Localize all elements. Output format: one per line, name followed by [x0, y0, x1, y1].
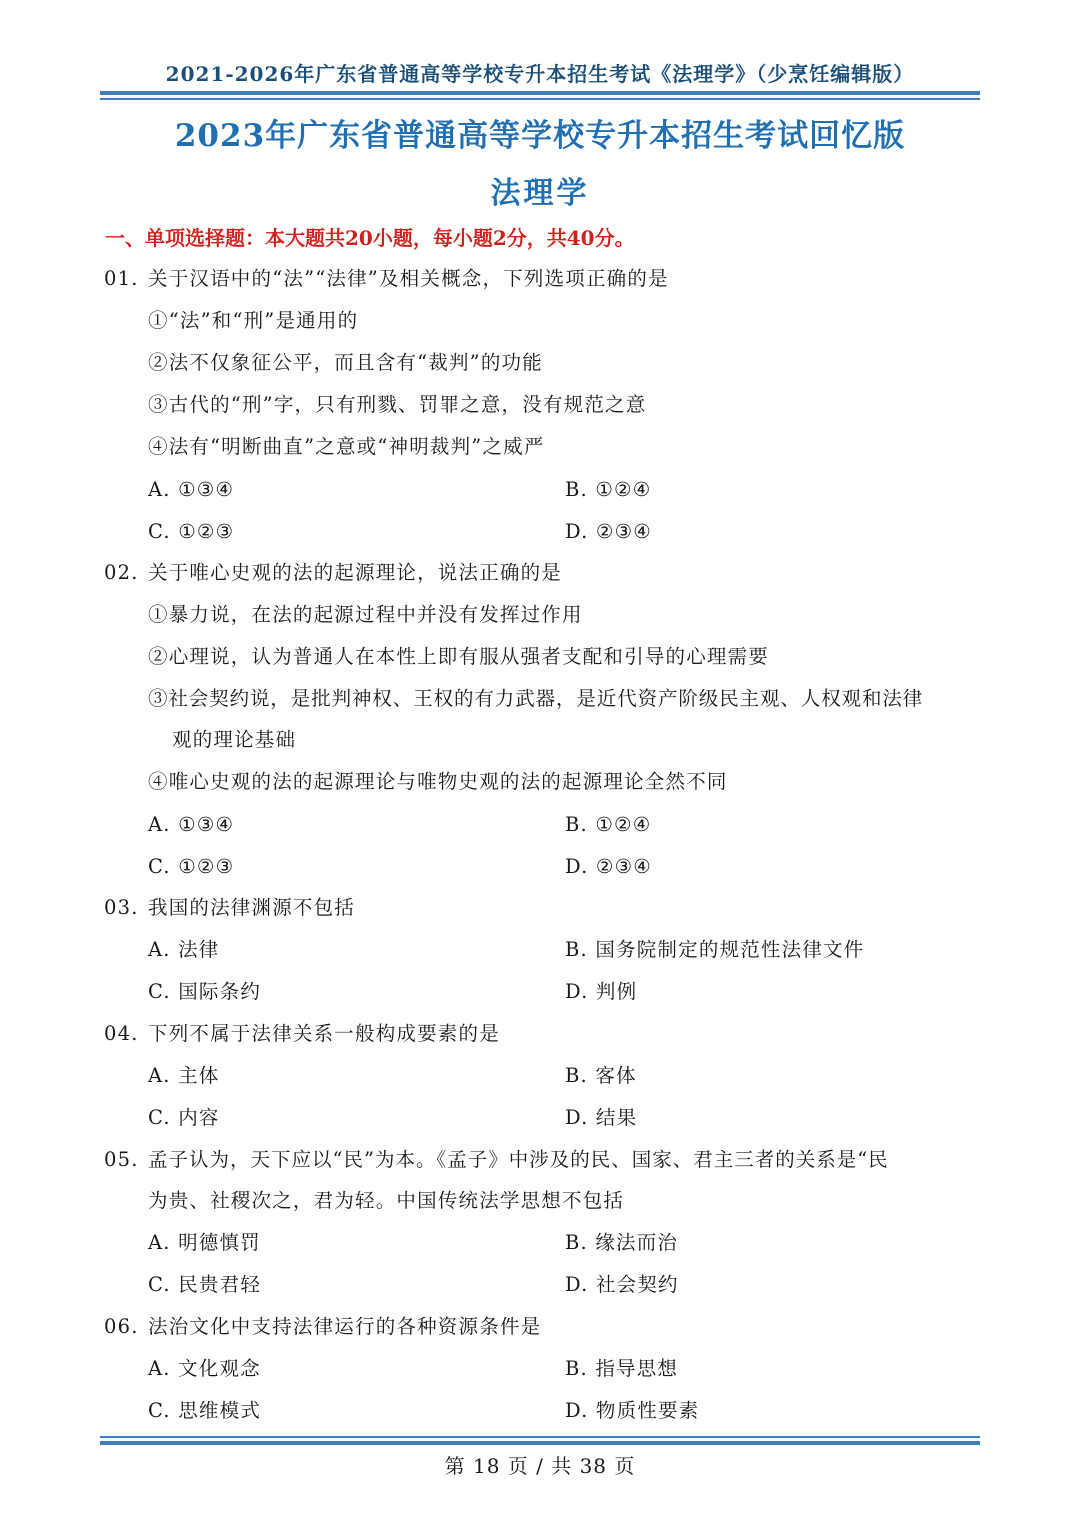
option-b: B. 指导思想: [565, 1357, 679, 1380]
option-b: B. 客体: [565, 1064, 637, 1087]
header-rule-thick: [100, 91, 980, 95]
question-stem: 孟子认为，天下应以“民”为本。《孟子》中涉及的民、国家、君主三者的关系是“民: [148, 1148, 889, 1171]
option-b: B. ①②④: [565, 478, 652, 501]
option-a: A. 法律: [148, 938, 220, 961]
question-number: 01.: [104, 267, 139, 290]
statement-continuation: 观的理论基础: [172, 728, 297, 751]
question-number: 05.: [104, 1148, 139, 1171]
statement: ②心理说，认为普通人在本性上即有服从强者支配和引导的心理需要: [148, 645, 770, 668]
running-header: 2021-2026年广东省普通高等学校专升本招生考试《法理学》（少烹饪编辑版）: [165, 62, 915, 86]
page-number: 第 18 页 / 共 38 页: [444, 1454, 636, 1478]
option-c: C. ①②③: [148, 520, 235, 543]
statement: ③社会契约说，是批判神权、王权的有力武器，是近代资产阶级民主观、人权观和法律: [148, 687, 924, 710]
question-stem: 下列不属于法律关系一般构成要素的是: [148, 1022, 500, 1045]
option-b: B. ①②④: [565, 813, 652, 836]
option-a: A. 明德慎罚: [148, 1231, 261, 1254]
exam-title: 2023年广东省普通高等学校专升本招生考试回忆版: [174, 118, 906, 154]
statement: ①“法”和“刑”是通用的: [148, 309, 359, 332]
question-stem: 关于汉语中的“法”“法律”及相关概念，下列选项正确的是: [148, 267, 669, 290]
question-stem-continuation: 为贵、社稷次之，君为轻。中国传统法学思想不包括: [148, 1189, 625, 1212]
footer-rule-thick: [100, 1441, 980, 1445]
option-d: D. 结果: [565, 1106, 638, 1129]
option-d: D. 判例: [565, 980, 638, 1003]
statement: ①暴力说，在法的起源过程中并没有发挥过作用: [148, 603, 583, 626]
option-a: A. ①③④: [148, 813, 235, 836]
option-c: C. 国际条约: [148, 980, 262, 1003]
statement: ③古代的“刑”字，只有刑戮、罚罪之意，没有规范之意: [148, 393, 647, 416]
option-a: A. 主体: [148, 1064, 220, 1087]
question-stem: 我国的法律渊源不包括: [148, 896, 356, 919]
option-c: C. ①②③: [148, 855, 235, 878]
option-c: C. 思维模式: [148, 1399, 262, 1422]
question-stem: 法治文化中支持法律运行的各种资源条件是: [148, 1315, 542, 1338]
option-c: C. 内容: [148, 1106, 220, 1129]
statement: ②法不仅象征公平，而且含有“裁判”的功能: [148, 351, 543, 374]
statement: ④法有“明断曲直”之意或“神明裁判”之威严: [148, 435, 545, 458]
option-c: C. 民贵君轻: [148, 1273, 262, 1296]
question-number: 03.: [104, 896, 139, 919]
option-d: D. 社会契约: [565, 1273, 679, 1296]
option-d: D. ②③④: [565, 855, 652, 878]
question-stem: 关于唯心史观的法的起源理论，说法正确的是: [148, 561, 563, 584]
option-a: A. 文化观念: [148, 1357, 261, 1380]
section-heading: 一、单项选择题：本大题共20小题，每小题2分，共40分。: [105, 226, 635, 250]
option-d: D. ②③④: [565, 520, 652, 543]
question-number: 04.: [104, 1022, 139, 1045]
option-b: B. 缘法而治: [565, 1231, 679, 1254]
footer-rule-thin: [100, 1436, 980, 1438]
header-rule-thin: [100, 98, 980, 100]
question-number: 06.: [104, 1315, 139, 1338]
option-a: A. ①③④: [148, 478, 235, 501]
question-number: 02.: [104, 561, 139, 584]
subject-title: 法理学: [490, 176, 590, 211]
option-d: D. 物质性要素: [565, 1399, 700, 1422]
statement: ④唯心史观的法的起源理论与唯物史观的法的起源理论全然不同: [148, 770, 728, 793]
option-b: B. 国务院制定的规范性法律文件: [565, 938, 865, 961]
